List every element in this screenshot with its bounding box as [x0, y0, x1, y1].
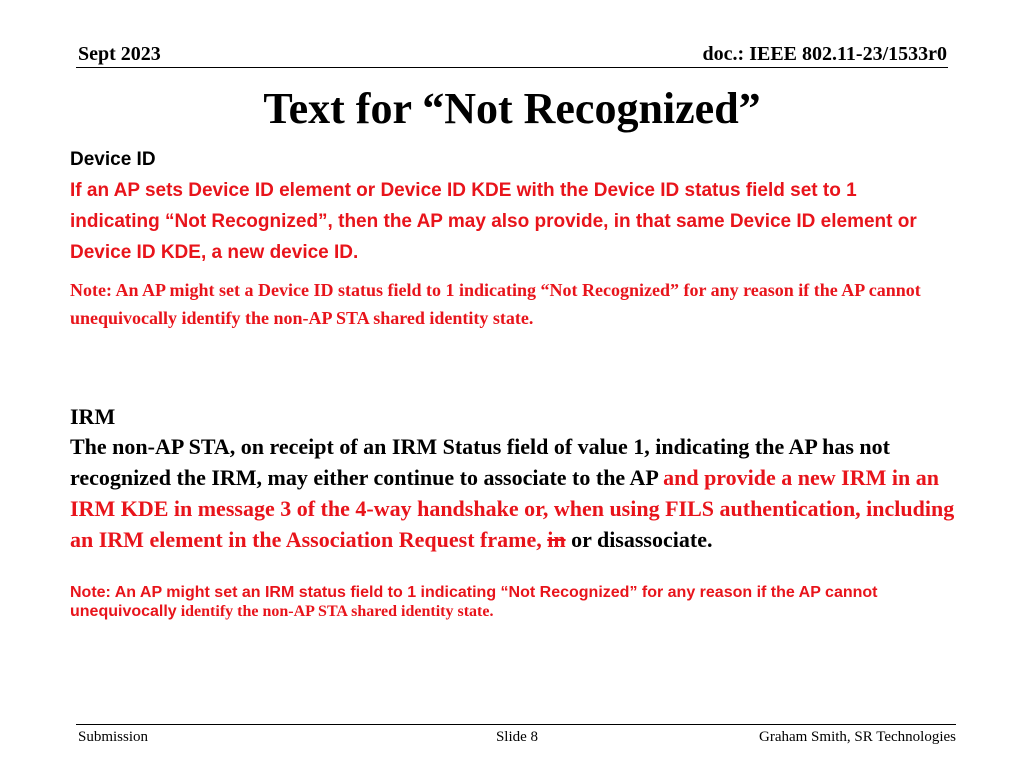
- irm-body: [70, 431, 970, 555]
- device-id-note: Note: An AP might set a Device ID status field to 1 indicating “Not Recognized” for any reason if the AP cannot unequivocally identify the non-AP STA shared identity state.: [70, 280, 921, 328]
- irm-note-serif-text: identify the non-AP STA shared identity state.: [180, 603, 494, 620]
- irm-note-sans-text: Note: An AP might set an IRM status field to 1 indicating “Not Recognized” for any reason if the AP cannot unequivocally: [70, 584, 878, 620]
- irm-heading: IRM: [70, 404, 116, 429]
- footer-rule: [76, 724, 956, 725]
- irm-body-inserted-text: and provide a new IRM in an IRM KDE in message 3 of the 4-way handshake or, when using FILS authentication, including an IRM element in the Association Request frame,: [70, 465, 955, 552]
- device-id-body: If an AP sets Device ID element or Device ID KDE with the Device ID status field set to 1 indicating “Not Recognized”, then the AP may also provide, in that same Device ID element or Device ID KDE, a new device ID.: [70, 180, 917, 263]
- device-id-heading: Device ID: [70, 149, 156, 170]
- header-rule: [76, 67, 948, 68]
- irm-note: [70, 583, 970, 621]
- slide-title: Text for “Not Recognized”: [263, 84, 761, 133]
- irm-body-deleted-text: in: [547, 527, 566, 552]
- footer-submission: Submission: [78, 729, 149, 745]
- header-date: Sept 2023: [78, 43, 161, 65]
- header-doc-id: doc.: IEEE 802.11-23/1533r0: [702, 43, 947, 65]
- irm-body-text: The non-AP STA, on receipt of an IRM Status field of value 1, indicating the AP has not recognized the IRM, may either continue to associate to the AP: [70, 434, 890, 490]
- footer-author: Graham Smith, SR Technologies: [759, 729, 956, 745]
- footer-slide-number: Slide 8: [495, 729, 539, 745]
- irm-body-end-text: or disassociate.: [571, 527, 713, 552]
